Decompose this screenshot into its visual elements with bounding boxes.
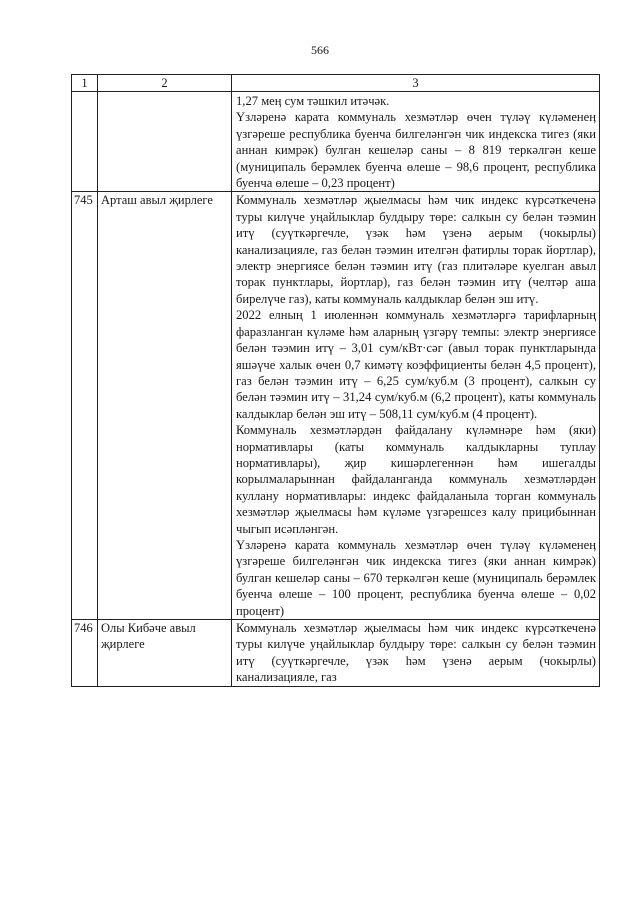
header-col-1: 1 [72, 75, 98, 92]
row-number: 746 [72, 620, 98, 687]
header-col-3: 3 [232, 75, 600, 92]
settlement-name: Олы Кибәче авыл җирлеге [98, 620, 232, 687]
description-cell [232, 92, 600, 192]
description-paragraph: Коммуналь хезмәтләрдән файдалану күләмнәре һәм (яки) нормативлары (каты коммуналь калдыкларны туплау нормативлары), җир кишәрлегеннән һәм ишегалды корылмаларыннан файдаланганда коммуналь хезмәтләрдән куллану нормативлары: индекс файдаланыла торган коммуналь хезмәтләр җыелмасы һәм күләме үзгәрешсез калу прицибыннан чыгып исәпләнгән. [236, 423, 596, 536]
description-cell [232, 620, 600, 687]
description-paragraph: 1,27 меӊ сум тәшкил итәчәк. [236, 94, 390, 108]
settlement-name [98, 92, 232, 192]
table-row [72, 192, 600, 620]
description-cell [232, 192, 600, 620]
description-paragraph: Коммуналь хезмәтләр җыелмасы һәм чик индекс күрсәткеченә туры килүче уңайлыклар булдыру төре: салкын су белән тәэмин итү (суүткәргечле, үзәк һәм үзенә аерым (чокырлы) канализацияле, газ белән тәэмин ителгән фатирлы торак йортлар), электр энергиясе белән тәэмин итү (газ плитәләре куелган авыл торак пунктлары, йортлар), газ белән тәэмин итү (челтәр аша бирелүче газ), каты коммуналь калдыклар белән эш итү. [236, 193, 596, 306]
description-paragraph: 2022 елның 1 июленнән коммуналь хезмәтләргә тарифларның фаразланган күләме һәм аларның үзгәрү темпы: электр энергиясе белән тәэмин итү – 3,01 сум/кВт·сәг (авыл торак пунктларында яшәүче халык өчен 0,7 кимәтү коэффициенты белән 4,5 процент), газ белән тәэмин итү – 6,25 сум/куб.м (3 процент), салкын су белән тәэмин итү – 31,24 сум/куб.м (6,2 процент), каты коммуналь калдыклар белән эш итү – 508,11 сум/куб.м (4 процент). [236, 308, 596, 421]
settlement-name: Арташ авыл җирлеге [98, 192, 232, 620]
description-paragraph: Үзләренә карата коммуналь хезмәтләр өчен түләү күләменеӊ үзгәреше республика буенча билгеләнгән чик индекска тигез (яки аннан кимрәк) булган кешеләр саны – 8 819 теркәлгән кеше (муниципаль берәмлек буенча өлеше – 98,6 процент, республика буенча өлеше – 0,23 процент) [236, 110, 596, 191]
header-col-2: 2 [98, 75, 232, 92]
row-number [72, 92, 98, 192]
description-paragraph: Коммуналь хезмәтләр җыелмасы һәм чик индекс күрсәткеченә туры килүче уңайлыклар булдыру төре: салкын су белән тәэмин итү (суүткәргечле, үзәк һәм үзенә аерым (чокырлы) канализацияле, газ [236, 621, 596, 685]
row-number: 745 [72, 192, 98, 620]
page-number: 566 [311, 43, 329, 57]
table-row [72, 620, 600, 687]
table-header-row [72, 75, 600, 92]
document-table [71, 74, 600, 687]
description-paragraph: Үзләренә карата коммуналь хезмәтләр өчен түләү күләменеӊ үзгәреше билгеләнгән чик индекска тигез (яки аннан кимрәк) булган кешеләр саны – 670 теркәлгән кеше (муниципаль берәмлек буенча өлеше – 100 процент, республика буенча өлеше – 0,02 процент) [236, 537, 596, 618]
table-row [72, 92, 600, 192]
